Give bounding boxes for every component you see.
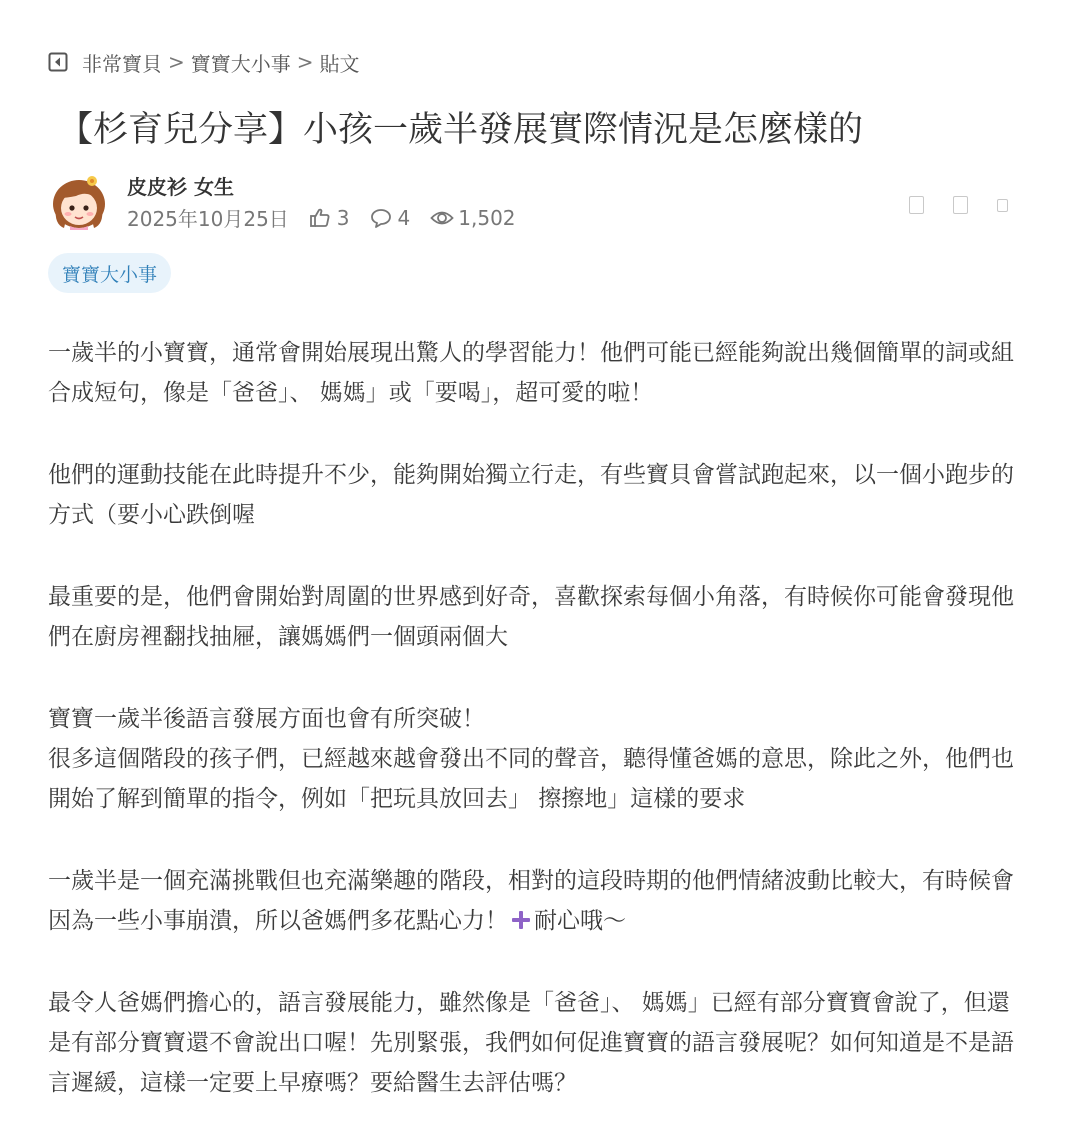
author-name[interactable]: 皮皮衫 女生 <box>127 175 234 199</box>
comment-count-group[interactable] <box>370 206 411 230</box>
author-avatar[interactable] <box>48 168 110 230</box>
board-tag[interactable]: 寶寶大小事 <box>48 253 171 293</box>
like-count: 3 <box>336 205 350 230</box>
breadcrumb-item-board[interactable]: 寶寶大小事 <box>190 51 291 76</box>
plus-icon <box>510 904 532 926</box>
back-icon[interactable] <box>48 52 68 72</box>
bookmark-icon[interactable] <box>909 196 924 214</box>
comment-count: 4 <box>397 205 411 230</box>
eye-icon <box>430 207 452 229</box>
post-title: 【杉育兒分享】小孩一歲半發展實際情況是怎麼樣的 <box>58 110 864 150</box>
comment-icon <box>370 207 392 229</box>
view-count: 1,502 <box>458 205 516 230</box>
breadcrumb <box>48 47 360 77</box>
content-paragraph: 一歲半的小寶寶，通常會開始展現出驚人的學習能力！他們可能已經能夠說出幾個簡單的詞或組合成短句，像是「爸爸」、 媽媽」或「要喝」，超可愛的啦！ <box>48 340 1014 406</box>
breadcrumb-separator: > <box>296 50 314 74</box>
paragraph-text: 耐心哦～ <box>534 908 626 934</box>
breadcrumb-separator: > <box>168 50 185 74</box>
content-paragraph: 最令人爸媽們擔心的，語言發展能力，雖然像是「爸爸」、 媽媽」已經有部分寶寶會說了，但還是有部分寶寶還不會說出口喔！先別緊張，我們如何促進寶寶的語言發展呢？如何知道是不是語言遲緩，這樣一定要上早療嗎？要給醫生去評估嗎？ <box>48 990 1014 1096</box>
more-options-icon[interactable] <box>997 199 1008 212</box>
view-count-group <box>430 206 515 230</box>
content-paragraph: 他們的運動技能在此時提升不少，能夠開始獨立行走，有些寶貝會嘗試跑起來，以一個小跑步的方式（要小心跌倒喔 <box>48 462 1014 528</box>
post-content <box>48 333 1028 1145</box>
thumbs-up-icon <box>309 207 331 229</box>
content-paragraph: 最重要的是，他們會開始對周圍的世界感到好奇，喜歡探索每個小角落，有時候你可能會發現他們在廚房裡翻找抽屜，讓媽媽們一個頭兩個大 <box>48 584 1014 650</box>
post-actions <box>880 196 1008 214</box>
breadcrumb-item-current: 貼文 <box>319 51 360 76</box>
paragraph-text: 一歲半是一個充滿挑戰但也充滿樂趣的階段，相對的這段時期的他們情緒波動比較大，有時候會因為一些小事崩潰，所以爸媽們多花點心力！ <box>48 868 1014 934</box>
post-meta <box>127 203 516 232</box>
like-count-group[interactable] <box>309 206 350 230</box>
content-paragraph <box>48 861 1028 941</box>
content-paragraph: 寶寶一歲半後語言發展方面也會有所突破！ 很多這個階段的孩子們，已經越來越會發出不同的聲音，聽得懂爸媽的意思，除此之外，他們也開始了解到簡單的指令，例如「把玩具放回去」 擦擦地」這樣的要求 <box>48 706 1014 812</box>
share-icon[interactable] <box>953 196 968 214</box>
post-date: 2025年10月25日 <box>127 207 289 231</box>
breadcrumb-item-forum[interactable]: 非常寶貝 <box>82 51 162 76</box>
